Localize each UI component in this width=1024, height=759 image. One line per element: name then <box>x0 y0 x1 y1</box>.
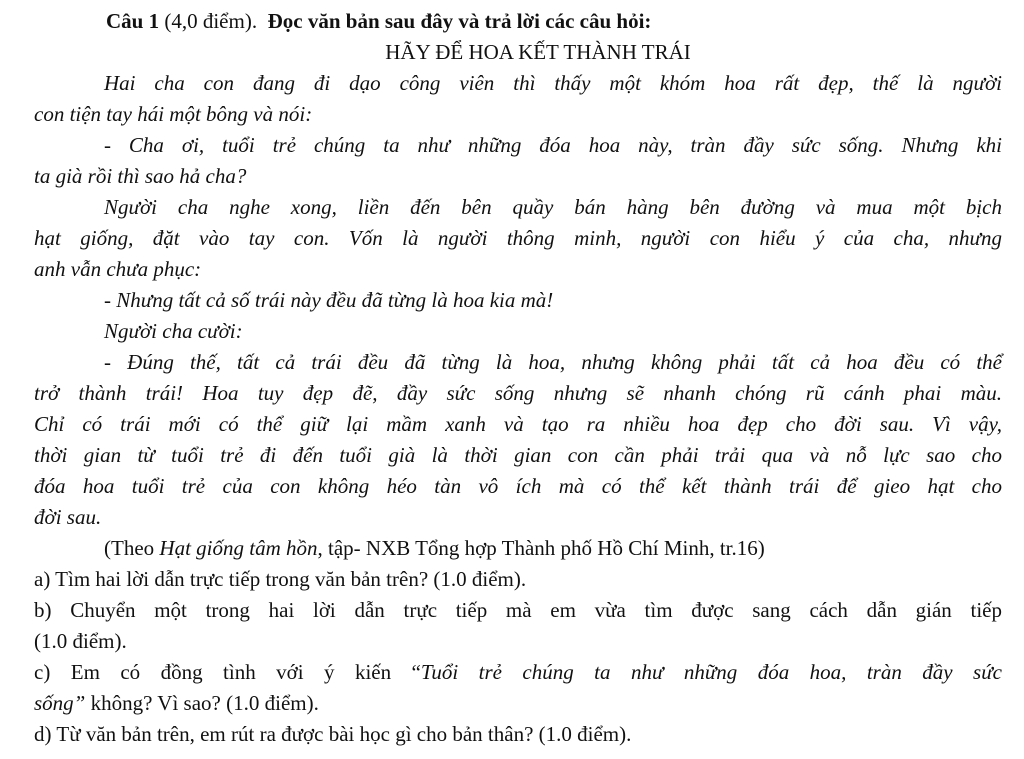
passage-line: anh vẫn chưa phục: <box>34 257 202 281</box>
passage-line: Chỉ có trái mới có thể giữ lại mầm xanh và tạo ra nhiều hoa đẹp cho đời sau. Vì vậy, <box>34 412 1002 436</box>
passage-line: - Cha ơi, tuổi trẻ chúng ta như những đóa hoa này, tràn đầy sức sống. Nhưng khi <box>104 133 1002 157</box>
passage <box>34 68 1002 533</box>
question-instruction: Đọc văn bản sau đây và trả lời các câu hỏi: <box>267 9 652 33</box>
question-b-line1: b) Chuyển một trong hai lời dẫn trực tiếp mà em vừa tìm được sang cách dẫn gián tiếp <box>34 598 1002 622</box>
question-c-line2 <box>34 688 1002 719</box>
question-c-quote-end: sống” <box>34 691 86 715</box>
source-book-title: Hạt giống tâm hồn <box>159 536 318 560</box>
question-c-quote: Tuổi trẻ chúng ta như những đóa hoa, tràn đầy sức <box>420 660 1002 684</box>
question-label: Câu 1 <box>106 9 160 33</box>
passage-line: đóa hoa tuổi trẻ của con không héo tàn vô ích mà có thể kết thành trái để gieo hạt cho <box>34 474 1002 498</box>
passage-line: - Đúng thế, tất cả trái đều đã từng là hoa, nhưng không phải tất cả hoa đều có thể <box>104 350 1002 374</box>
source-citation <box>34 533 1002 564</box>
passage-line: trở thành trái! Hoa tuy đẹp đẽ, đầy sức sống nhưng sẽ nhanh chóng rũ cánh phai màu. <box>34 381 1002 405</box>
question-points: (4,0 điểm). <box>159 9 258 33</box>
question-b-line2: (1.0 điểm). <box>34 629 127 653</box>
source-prefix: (Theo <box>104 536 160 560</box>
source-suffix: , tập- NXB Tổng hợp Thành phố Hồ Chí Minh, tr.16) <box>317 536 765 560</box>
passage-line: Người cha nghe xong, liền đến bên quầy bán hàng bên đường và mua một bịch <box>104 195 1002 219</box>
passage-line: đời sau. <box>34 505 102 529</box>
question-c-prefix: c) Em có đồng tình với ý kiến “ <box>34 660 421 684</box>
passage-line: hạt giống, đặt vào tay con. Vốn là người thông minh, người con hiểu ý của cha, nhưng <box>34 226 1002 250</box>
passage-line: Người cha cười: <box>104 319 243 343</box>
question-d: d) Từ văn bản trên, em rút ra được bài học gì cho bản thân? (1.0 điểm). <box>34 722 632 746</box>
question-c-suffix: không? Vì sao? (1.0 điểm). <box>85 691 319 715</box>
story-title: HÃY ĐỂ HOA KẾT THÀNH TRÁI <box>385 40 691 64</box>
passage-line: - Nhưng tất cả số trái này đều đã từng là hoa kia mà! <box>104 288 554 312</box>
passage-line: con tiện tay hái một bông và nói: <box>34 102 313 126</box>
question-a: a) Tìm hai lời dẫn trực tiếp trong văn bản trên? (1.0 điểm). <box>34 567 527 591</box>
passage-line: Hai cha con đang đi dạo công viên thì thấy một khóm hoa rất đẹp, thế là người <box>104 71 1002 95</box>
passage-line: ta già rồi thì sao hả cha? <box>34 164 247 188</box>
question-heading <box>34 6 1002 37</box>
question-list <box>34 564 1002 750</box>
passage-line: thời gian từ tuổi trẻ đi đến tuổi già là thời gian con cần phải trải qua và nỗ lực sao cho <box>34 443 1002 467</box>
question-c-line1 <box>34 657 1002 688</box>
